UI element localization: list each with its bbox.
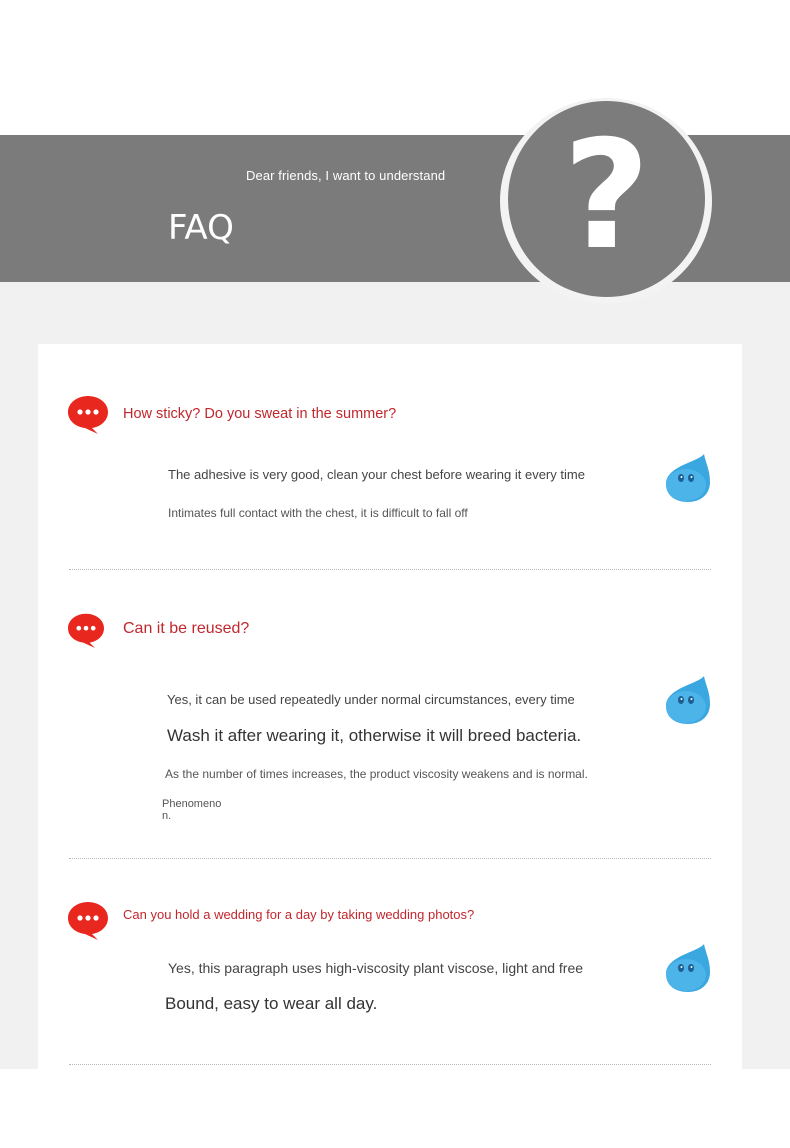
water-drop-mascot-icon <box>664 452 712 504</box>
faq-divider <box>69 1064 711 1065</box>
speech-bubble-icon <box>68 612 104 648</box>
faq-answer-line: Intimates full contact with the chest, it is difficult to fall off <box>168 506 468 520</box>
faq-question: Can you hold a wedding for a day by taking wedding photos? <box>123 907 475 922</box>
faq-answer-line: Yes, it can be used repeatedly under normal circumstances, every time <box>167 692 575 707</box>
banner-subtitle: Dear friends, I want to understand <box>246 168 446 183</box>
faq-answer-line: As the number of times increases, the product viscosity weakens and is normal. <box>165 767 588 781</box>
speech-bubble-icon <box>68 394 108 434</box>
faq-answer-line: Yes, this paragraph uses high-viscosity plant viscose, light and free <box>168 960 584 976</box>
faq-divider <box>69 858 711 859</box>
faq-answer-line: The adhesive is very good, clean your chest before wearing it every time <box>168 467 585 482</box>
question-mark-glyph: ? <box>562 109 650 283</box>
question-mark-icon <box>508 101 705 297</box>
faq-question: Can it be reused? <box>123 620 250 637</box>
faq-divider <box>69 569 711 570</box>
banner-title: FAQ <box>168 208 234 248</box>
faq-question: How sticky? Do you sweat in the summer? <box>123 406 397 422</box>
water-drop-mascot-icon <box>664 942 712 994</box>
speech-bubble-icon <box>68 900 108 940</box>
water-drop-mascot-icon <box>664 674 712 726</box>
faq-answer-line: Phenomeno <box>162 798 222 810</box>
faq-answer-line: Bound, easy to wear all day. <box>165 994 378 1013</box>
faq-answer-line: n. <box>162 810 172 822</box>
faq-answer-line: Wash it after wearing it, otherwise it will breed bacteria. <box>167 726 582 745</box>
